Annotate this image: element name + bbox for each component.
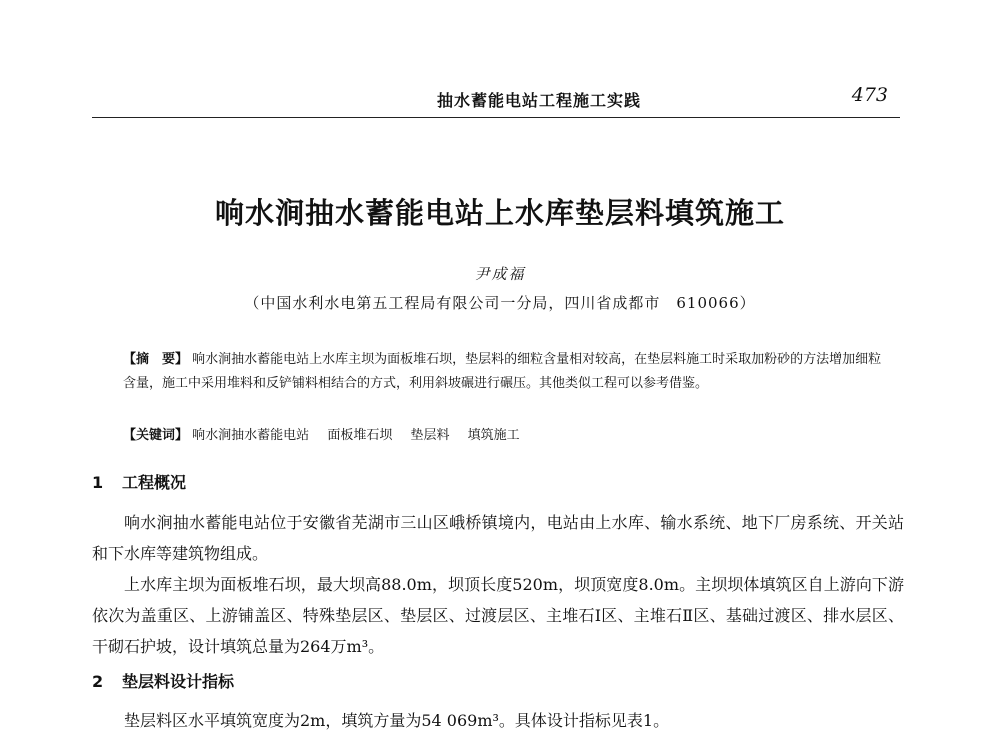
- keyword: 面板堆石坝: [327, 428, 393, 443]
- keywords-label: 【关键词】: [123, 428, 189, 443]
- page-number: 473: [851, 84, 888, 106]
- body-paragraph: 垫层料区水平填筑宽度为2m，填筑方量为54 069m³。具体设计指标见表1。: [124, 711, 670, 730]
- section-title: 垫层料设计指标: [122, 672, 235, 691]
- journal-title: 抽水蓄能电站工程施工实践: [437, 91, 642, 110]
- section-heading-2: [92, 669, 234, 692]
- abstract-label: 【摘 要】: [123, 352, 189, 367]
- abstract: [123, 348, 893, 396]
- author-name: 尹成福: [474, 265, 526, 283]
- keyword: 填筑施工: [467, 428, 520, 443]
- running-header: [92, 84, 900, 116]
- author-affiliation: （中国水利水电第五工程局有限公司一分局，四川省成都市 610066）: [244, 294, 756, 312]
- header-rule: [92, 117, 900, 118]
- body-paragraph: 响水涧抽水蓄能电站位于安徽省芜湖市三山区峨桥镇境内，电站由上水库、输水系统、地下厂房系统、开关站和下水库等建筑物组成。: [92, 513, 904, 563]
- keywords: [123, 424, 893, 448]
- keyword: 响水涧抽水蓄能电站: [192, 428, 310, 443]
- paper-title: 响水涧抽水蓄能电站上水库垫层料填筑施工: [214, 196, 785, 230]
- keyword: 垫层料: [410, 428, 450, 443]
- body-paragraph: 上水库主坝为面板堆石坝，最大坝高88.0m，坝顶长度520m，坝顶宽度8.0m。主坝坝体填筑区自上游向下游依次为盖重区、上游铺盖区、特殊垫层区、垫层区、过渡层区、主堆石Ⅰ区、主堆石Ⅱ区、基础过渡区、排水层区、干砌石护坡，设计填筑总量为264万m³。: [92, 575, 904, 656]
- section-number: 1: [92, 473, 104, 492]
- abstract-text: 响水涧抽水蓄能电站上水库主坝为面板堆石坝，垫层料的细粒含量相对较高，在垫层料施工时采取加粉砂的方法增加细粒含量，施工中采用堆料和反铲铺料相结合的方式，利用斜坡碾进行碾压。其他类似工程可以参考借鉴。: [123, 352, 882, 391]
- section-heading-1: [92, 470, 186, 493]
- section-title: 工程概况: [122, 473, 187, 492]
- section-number: 2: [92, 672, 104, 691]
